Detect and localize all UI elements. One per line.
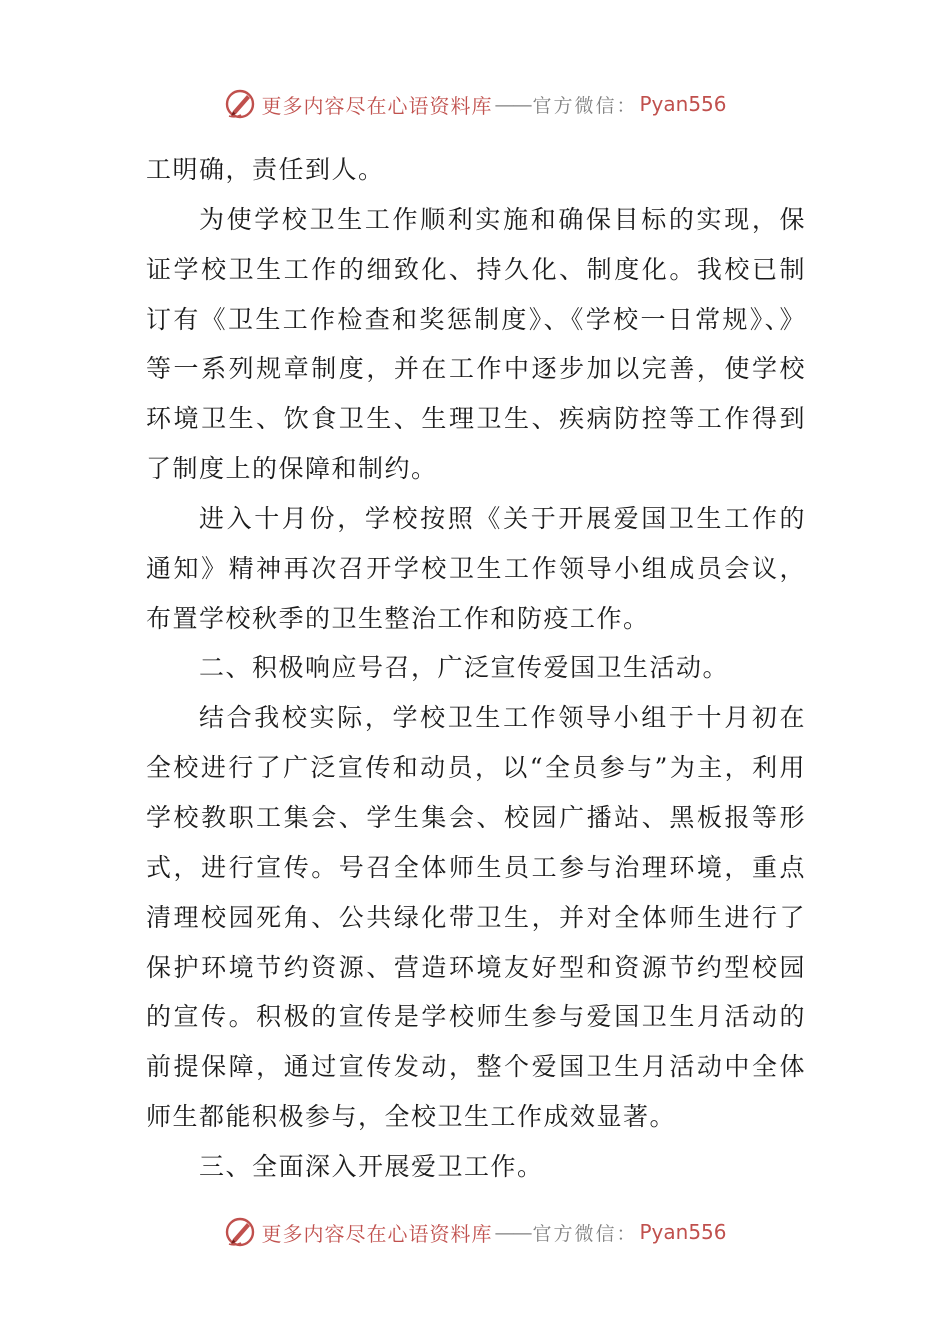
watermark-wechat-id: Pyan556: [639, 1220, 727, 1244]
section-heading-2: 二、积极响应号召，广泛宣传爱国卫生活动。: [199, 653, 730, 683]
paragraph-regulations: 为使学校卫生工作顺利实施和确保目标的实现，保证学校卫生工作的细致化、持久化、制度化。我校已制订有《卫生工作检查和奖惩制度》、《学校一日常规》、》等一系列规章制度，并在工作中逐步加以完善，使学校环境卫生、饮食卫生、生理卫生、疾病防控等工作得到了制度上的保障和制约。: [146, 204, 806, 484]
document-body: [146, 145, 806, 1192]
paragraph-continuation: 工明确，责任到人。: [146, 155, 385, 184]
watermark-dash: ——: [494, 92, 531, 116]
watermark-brand-text: 更多内容尽在心语资料库: [261, 93, 493, 118]
footer-watermark: [0, 1212, 950, 1252]
paragraph-publicity: 结合我校实际，学校卫生工作领导小组于十月初在全校进行了广泛宣传和动员，以“全员参与”为主，利用学校教职工集会、学生集会、校园广播站、黑板报等形式，进行宣传。号召全体师生员工参与治理环境，重点清理校园死角、公共绿化带卫生，并对全体师生进行了保护环境节约资源、营造环境友好型和资源节约型校园的宣传。积极的宣传是学校师生参与爱国卫生月活动的前提保障，通过宣传发动，整个爱国卫生月活动中全体师生都能积极参与，全校卫生工作成效显著。: [146, 703, 806, 1132]
watermark-wechat-id: Pyan556: [639, 92, 727, 116]
watermark-wechat-label: 官方微信：: [532, 94, 638, 117]
watermark-wechat-label: 官方微信：: [532, 1222, 638, 1245]
pen-logo-icon: [223, 1215, 257, 1249]
section-heading-3: 三、全面深入开展爱卫工作。: [199, 1151, 544, 1181]
pen-logo-icon: [223, 87, 257, 121]
header-watermark: [0, 84, 950, 124]
watermark-brand-text: 更多内容尽在心语资料库: [261, 1221, 493, 1246]
watermark-dash: ——: [494, 1220, 531, 1244]
paragraph-october-meeting: 进入十月份，学校按照《关于开展爱国卫生工作的通知》精神再次召开学校卫生工作领导小组成员会议，布置学校秋季的卫生整治工作和防疫工作。: [146, 503, 806, 633]
